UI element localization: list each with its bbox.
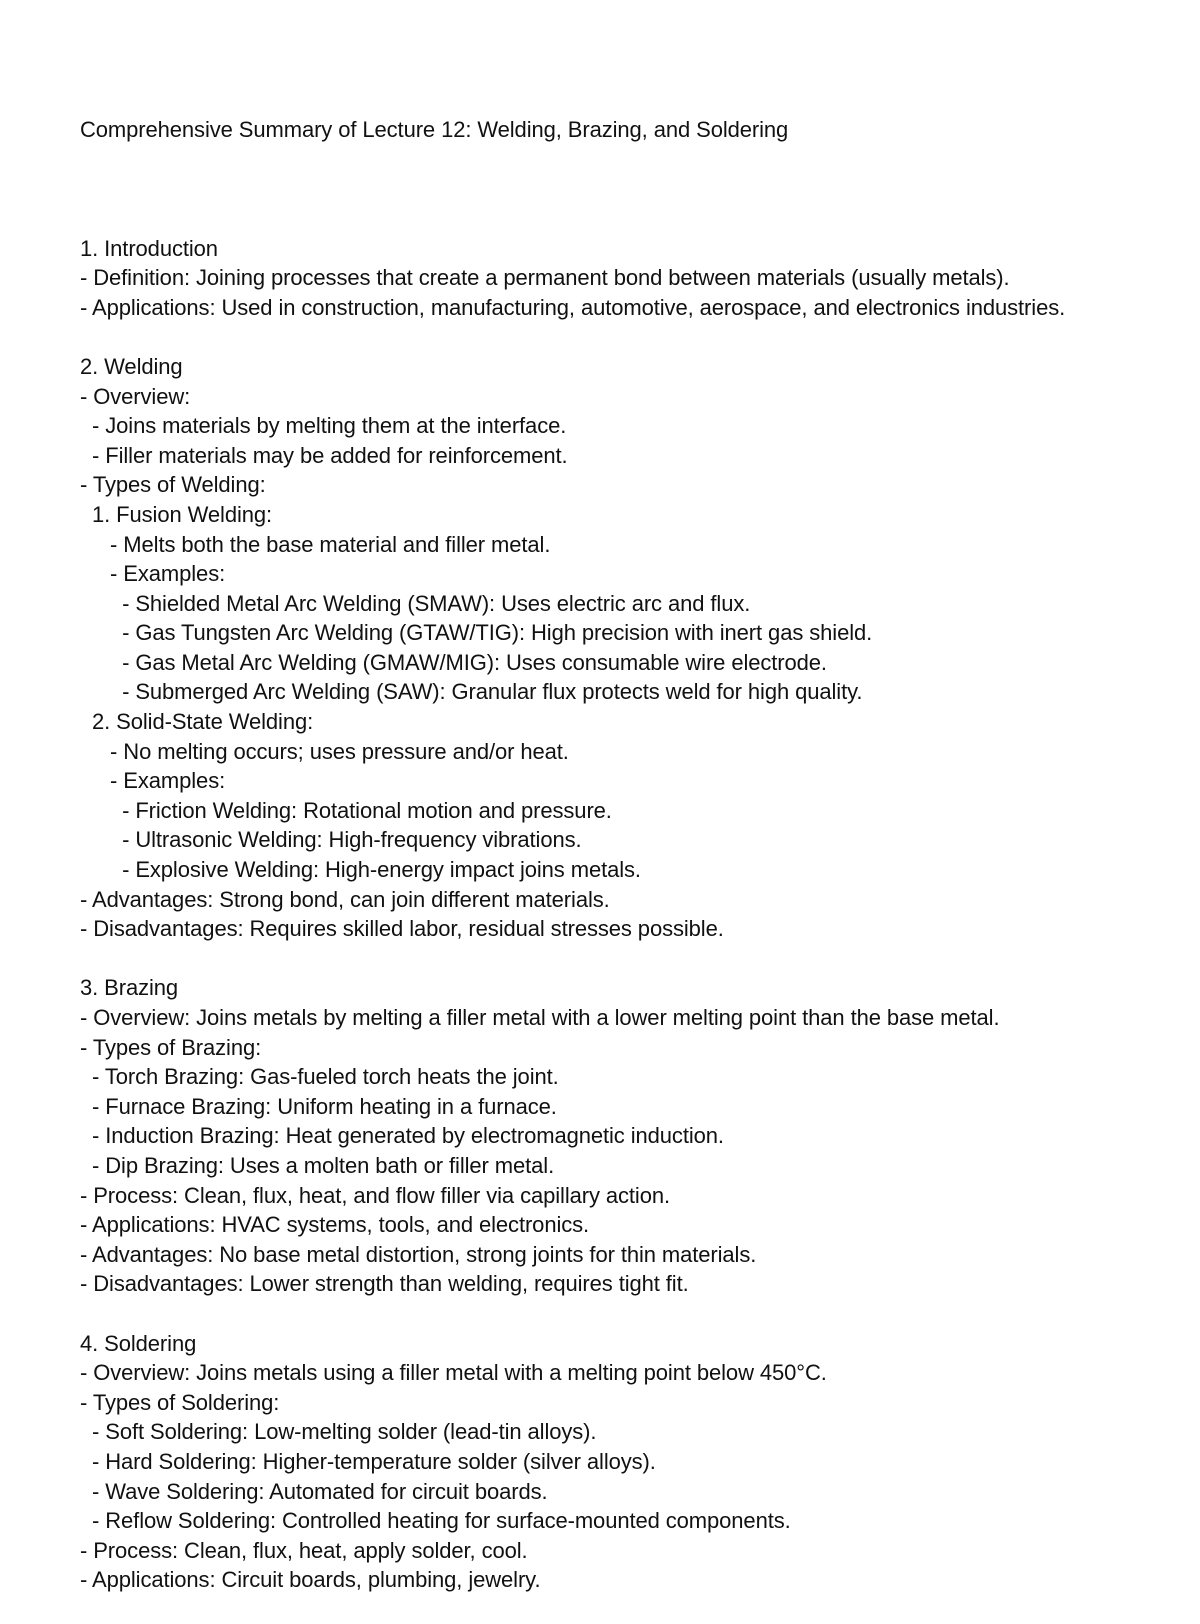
section-heading: 1. Introduction	[80, 235, 218, 261]
text-line: - Applications: Used in construction, manufacturing, automotive, aerospace, and electronics industries.	[80, 294, 1066, 320]
text-line: - No melting occurs; uses pressure and/or heat.	[80, 738, 569, 764]
blank-line	[80, 322, 1180, 352]
text-line: - Definition: Joining processes that create a permanent bond between materials (usually metals).	[80, 265, 1010, 291]
text-line: - Joins materials by melting them at the interface.	[80, 413, 567, 439]
text-line: 2. Solid-State Welding:	[80, 709, 314, 735]
text-line: - Types of Brazing:	[80, 1034, 262, 1060]
text-line: - Furnace Brazing: Uniform heating in a furnace.	[80, 1093, 557, 1119]
text-line: - Process: Clean, flux, heat, apply solder, cool.	[80, 1537, 528, 1563]
text-line: - Friction Welding: Rotational motion and pressure.	[80, 797, 612, 823]
text-line: - Disadvantages: Lower strength than welding, requires tight fit.	[80, 1271, 689, 1297]
text-line: - Submerged Arc Welding (SAW): Granular flux protects weld for high quality.	[80, 679, 863, 705]
document-body	[80, 204, 1180, 1595]
text-line: - Overview: Joins metals by melting a filler metal with a lower melting point than the base metal.	[80, 1005, 1000, 1030]
text-line: - Gas Tungsten Arc Welding (GTAW/TIG): High precision with inert gas shield.	[80, 620, 873, 646]
blank-line	[80, 944, 1180, 974]
text-line: - Gas Metal Arc Welding (GMAW/MIG): Uses consumable wire electrode.	[80, 649, 827, 675]
text-line: - Applications: HVAC systems, tools, and electronics.	[80, 1212, 590, 1238]
text-line: - Soft Soldering: Low-melting solder (lead-tin alloys).	[80, 1419, 597, 1445]
text-line: - Disadvantages: Requires skilled labor, residual stresses possible.	[80, 916, 724, 942]
text-line: - Induction Brazing: Heat generated by electromagnetic induction.	[80, 1123, 724, 1149]
text-line: - Dip Brazing: Uses a molten bath or filler metal.	[80, 1152, 555, 1178]
text-line: - Process: Clean, flux, heat, and flow filler via capillary action.	[80, 1182, 671, 1208]
blank-line	[80, 204, 1180, 234]
text-line: - Hard Soldering: Higher-temperature solder (silver alloys).	[80, 1448, 656, 1474]
text-line: - Types of Welding:	[80, 472, 266, 498]
document-title: Comprehensive Summary of Lecture 12: Welding, Brazing, and Soldering	[80, 117, 789, 143]
text-line: - Shielded Metal Arc Welding (SMAW): Uses electric arc and flux.	[80, 590, 751, 616]
text-line: - Advantages: Strong bond, can join different materials.	[80, 886, 610, 912]
text-line: - Ultrasonic Welding: High-frequency vibrations.	[80, 827, 582, 853]
text-line: - Advantages: No base metal distortion, strong joints for thin materials.	[80, 1241, 757, 1267]
section-heading: 4. Soldering	[80, 1330, 197, 1356]
section-heading: 2. Welding	[80, 353, 183, 379]
blank-line	[80, 1299, 1180, 1329]
text-line: - Torch Brazing: Gas-fueled torch heats the joint.	[80, 1064, 559, 1090]
text-line: - Explosive Welding: High-energy impact joins metals.	[80, 857, 641, 883]
text-line: - Applications: Circuit boards, plumbing, jewelry.	[80, 1567, 541, 1593]
document-page	[80, 56, 1180, 1624]
text-line: - Filler materials may be added for reinforcement.	[80, 442, 568, 468]
text-line: - Examples:	[80, 768, 226, 794]
text-line: - Types of Soldering:	[80, 1389, 280, 1415]
text-line: - Wave Soldering: Automated for circuit boards.	[80, 1478, 548, 1504]
section-heading: 3. Brazing	[80, 975, 179, 1001]
text-line: - Melts both the base material and filler metal.	[80, 531, 551, 557]
text-line: - Overview:	[80, 383, 191, 409]
text-line: - Examples:	[80, 561, 226, 587]
text-line: - Reflow Soldering: Controlled heating for surface-mounted components.	[80, 1508, 791, 1534]
text-line: - Overview: Joins metals using a filler metal with a melting point below 450°C.	[80, 1360, 827, 1386]
text-line: 1. Fusion Welding:	[80, 501, 273, 527]
